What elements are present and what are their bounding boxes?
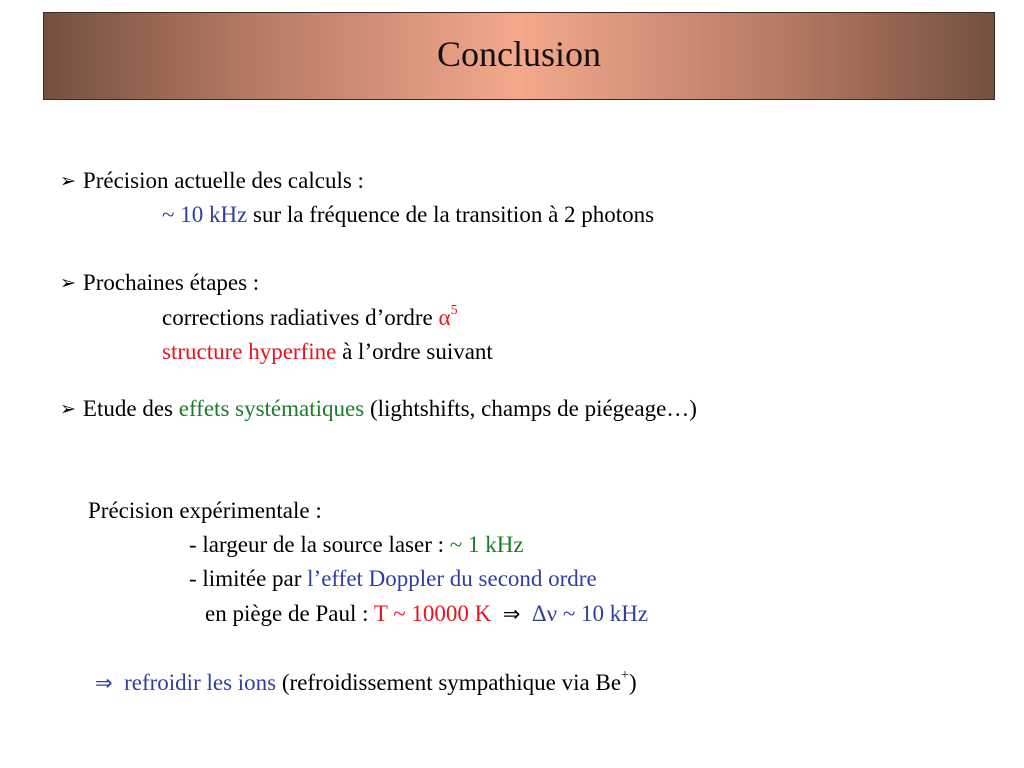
arrow-bullet-icon: ➢ <box>60 398 76 420</box>
experimental-line3-result: Δν ~ 10 kHz <box>531 601 649 626</box>
bullet2-sub1-text: corrections radiatives d’ordre <box>162 305 439 330</box>
experimental-line3 <box>205 600 648 628</box>
experimental-line3-text: en piège de Paul : <box>205 601 374 626</box>
conclusion-line <box>95 669 637 697</box>
experimental-heading: Précision expérimentale : <box>88 498 322 523</box>
bullet1-sub <box>162 201 654 229</box>
bullet2-sub2-rest: à l’ordre suivant <box>336 339 493 364</box>
experimental-line2-highlight: l’effet Doppler du second ordre <box>307 566 597 591</box>
experimental-line1 <box>189 531 524 559</box>
bullet-precision-calculs <box>60 167 364 196</box>
slide-title: Conclusion <box>436 34 601 74</box>
conclusion-close: ) <box>628 670 637 695</box>
be-charge-superscript: + <box>621 668 629 684</box>
experimental-line2-text: - limitée par <box>189 566 308 591</box>
bullet2-sub2 <box>162 338 493 366</box>
alpha-exponent: 5 <box>450 303 458 319</box>
bullet2-sub1 <box>162 304 458 332</box>
bullet1-text: Précision actuelle des calculs : <box>82 168 364 193</box>
conclusion-highlight: refroidir les ions <box>124 670 277 695</box>
implies-arrow-icon: ⇒ <box>502 602 521 626</box>
bullet2-text: Prochaines étapes : <box>82 270 260 295</box>
bullet1-sub-highlight: ~ 10 kHz <box>162 202 248 227</box>
arrow-bullet-icon: ➢ <box>60 170 76 192</box>
bullet3-text-start: Etude des <box>82 396 179 421</box>
title-bar <box>43 12 995 100</box>
experimental-line1-value: ~ 1 kHz <box>449 532 524 557</box>
experimental-line2 <box>189 565 597 593</box>
bullet-etude-effets <box>60 395 697 424</box>
bullet2-sub2-highlight: structure hyperfine <box>162 339 337 364</box>
bullet3-highlight: effets systématiques <box>178 396 365 421</box>
implies-arrow-icon: ⇒ <box>95 671 113 695</box>
alpha-symbol: α <box>438 305 451 330</box>
arrow-bullet-icon: ➢ <box>60 272 76 294</box>
experimental-line1-text: - largeur de la source laser : <box>189 532 450 557</box>
experimental-line3-temp: T ~ 10000 K <box>373 601 492 626</box>
bullet3-text-end: (lightshifts, champs de piégeage…) <box>364 396 697 421</box>
conclusion-rest: (refroidissement sympathique via Be <box>276 670 622 695</box>
bullet1-sub-rest: sur la fréquence de la transition à 2 photons <box>247 202 655 227</box>
bullet-prochaines-etapes <box>60 269 259 298</box>
